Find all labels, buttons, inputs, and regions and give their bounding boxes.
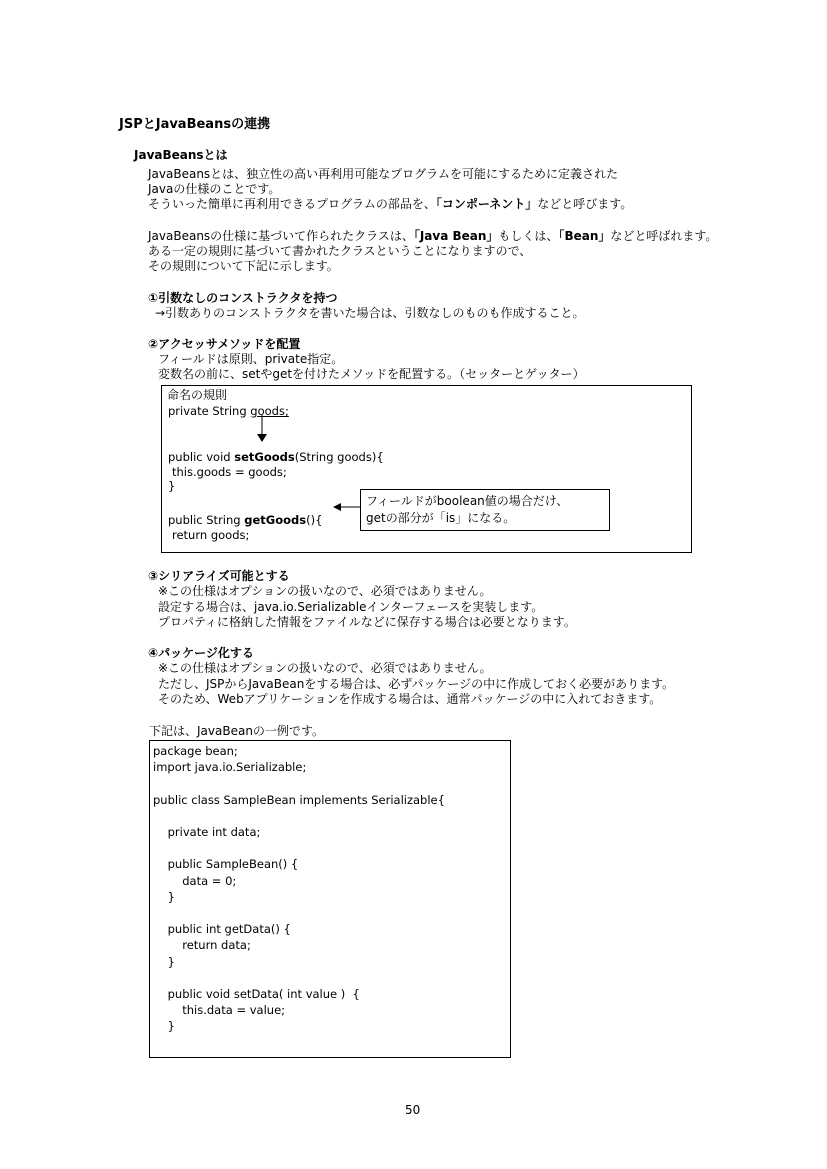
- code-line: public class SampleBean implements Serializable{: [153, 792, 445, 807]
- emphasis-text: 「Java Bean」: [413, 229, 499, 243]
- code-line: }: [153, 1019, 175, 1034]
- code-line: data = 0;: [153, 873, 237, 888]
- page-number: 50: [405, 1103, 421, 1117]
- rule-body: プロパティに格納した情報をファイルなどに保存する場合は必要となります。: [158, 615, 576, 629]
- code-line: private int data;: [153, 825, 261, 839]
- down-arrow-icon: [254, 415, 270, 443]
- setter-close: }: [168, 479, 176, 493]
- setter-signature: public void setGoods(String goods){: [168, 450, 384, 464]
- paragraph-line: ある一定の規則に基づいて書かれたクラスということになりますので、: [148, 244, 532, 258]
- page-title: JSPとJavaBeansの連携: [119, 117, 271, 132]
- code-line: public void setData( int value ) {: [153, 987, 360, 1001]
- box-label: 命名の規則: [167, 388, 228, 402]
- code-line: }: [153, 889, 175, 904]
- rule-body: フィールドは原則、private指定。: [158, 352, 344, 366]
- code-line: package bean;: [153, 744, 238, 758]
- rule-body: ただし、JSPからJavaBeanをする場合は、必ずパッケージの中に作成しておく必要があります。: [158, 677, 675, 691]
- code-line: return data;: [153, 938, 251, 953]
- field-name: goods;: [250, 404, 289, 418]
- rule-body: ※この仕様はオプションの扱いなので、必須ではありません。: [158, 584, 492, 598]
- paragraph-line: JavaBeansの仕様に基づいて作られたクラスは、「Java Bean」もしくは、「Bean」などと呼ばれます。: [148, 229, 718, 243]
- code-line: this.data = value;: [153, 1003, 286, 1018]
- rule-heading: ②アクセッサメソッドを配置: [148, 337, 301, 351]
- code-line: public SampleBean() {: [153, 857, 299, 872]
- rule-body: 変数名の前に、setやgetを付けたメソッドを配置する。（セッターとゲッター）: [158, 367, 585, 381]
- paragraph-line: JavaBeansとは、独立性の高い再利用可能なプログラムを可能にするために定義された: [148, 167, 619, 181]
- rule-body: →引数ありのコンストラクタを書いた場合は、引数なしのものも作成すること。: [155, 306, 585, 320]
- code-line: }: [153, 954, 175, 969]
- emphasis-text: 「コンポーネント」: [435, 197, 538, 211]
- code-box: [149, 740, 511, 1058]
- emphasis-text: 「Bean」: [558, 229, 611, 243]
- paragraph-line: Javaの仕様のことです。: [148, 182, 281, 196]
- boolean-note-box: [360, 489, 610, 531]
- rule-body: 設定する場合は、java.io.Serializableインターフェースを実装します。: [158, 600, 544, 614]
- rule-body: そのため、Webアプリケーションを作成する場合は、通常パッケージの中に入れておきます。: [158, 692, 662, 706]
- section-heading: JavaBeansとは: [134, 148, 228, 162]
- code-line: public int getData() {: [153, 922, 291, 937]
- note-line: フィールドがboolean値の場合だけ、: [366, 494, 569, 508]
- setter-body: this.goods = goods;: [172, 465, 287, 479]
- left-arrow-icon: [333, 501, 361, 513]
- rule-heading: ④パッケージ化する: [148, 646, 254, 660]
- example-intro: 下記は、JavaBeanの一例です。: [149, 724, 324, 738]
- paragraph-line: その規則について下記に示します。: [148, 259, 339, 273]
- rule-heading: ③シリアライズ可能とする: [148, 569, 290, 583]
- note-line: getの部分が「is」になる。: [366, 511, 516, 525]
- getter-body: return goods;: [172, 528, 250, 542]
- code-line: import java.io.Serializable;: [153, 760, 307, 775]
- rule-heading: ①引数なしのコンストラクタを持つ: [148, 291, 338, 305]
- rule-body: ※この仕様はオプションの扱いなので、必須ではありません。: [158, 661, 492, 675]
- paragraph-line: そういった簡単に再利用できるプログラムの部品を、「コンポーネント」などと呼びます。: [148, 197, 633, 211]
- field-declaration: private String goods;: [168, 404, 289, 418]
- getter-signature: public String getGoods(){: [168, 513, 323, 527]
